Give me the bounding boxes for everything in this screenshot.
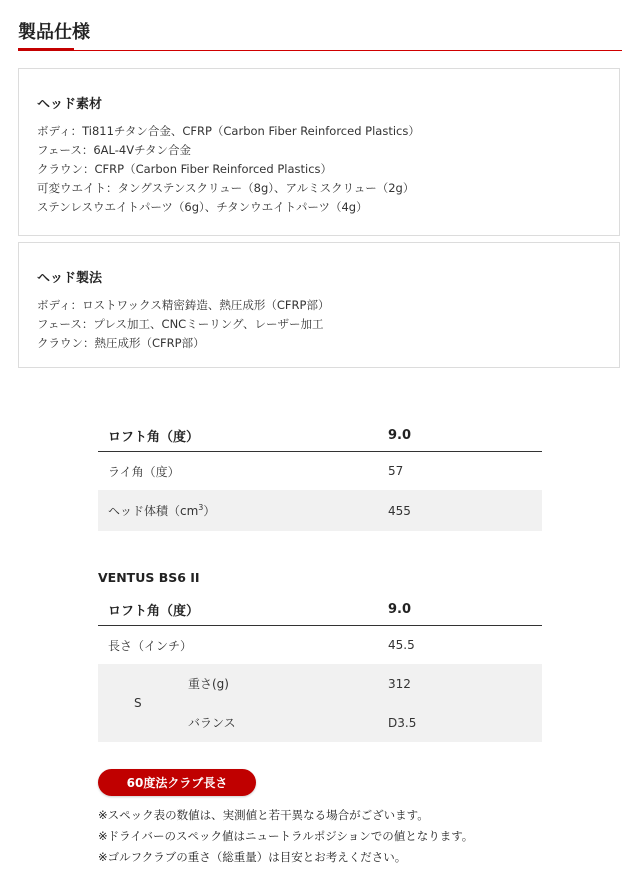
note-text: ※スペック表の数値は、実測値と若干異なる場合がございます。: [98, 808, 429, 822]
notes: [98, 805, 473, 868]
table-row: [98, 452, 542, 490]
flex-label: S: [134, 696, 142, 710]
note-text: ※ゴルフクラブの重さ（総重量）は目安とお考えください。: [98, 850, 407, 864]
head-manufacturing-heading: ヘッド製法: [37, 271, 103, 286]
volume-label-suffix: ）: [203, 504, 216, 518]
table-header-row: [98, 594, 542, 626]
loft-label: ロフト角（度）: [108, 430, 200, 445]
head-manufacturing-line: ボディ：ロストワックス精密鋳造、熱圧成形（CFRP部）: [37, 298, 330, 312]
volume-label: [98, 502, 388, 519]
loft-value: 9.0: [388, 428, 412, 443]
head-manufacturing-box: [18, 242, 620, 368]
head-material-heading: ヘッド素材: [37, 97, 103, 112]
flex-rows: [188, 664, 542, 742]
head-material-line: クラウン：CFRP（Carbon Fiber Reinforced Plastics）: [37, 162, 333, 176]
head-manufacturing-line: フェース：プレス加工、CNCミーリング、レーザー加工: [37, 317, 324, 331]
balance-label: バランス: [188, 716, 236, 730]
balance-value: D3.5: [388, 715, 417, 730]
head-material-line: ステンレスウエイトパーツ（6g）、チタンウエイトパーツ（4g）: [37, 200, 368, 214]
lie-value: 57: [388, 464, 404, 478]
table-row: [188, 664, 542, 703]
length-label: 長さ（インチ）: [108, 638, 193, 653]
title-accent-bar: [18, 48, 74, 51]
weight-value: 312: [388, 676, 411, 691]
shaft-name: VENTUS BS6 II: [98, 570, 200, 585]
shaft-spec-table: [98, 570, 542, 742]
head-material-box: [18, 68, 620, 236]
note-text: ※ドライバーのスペック値はニュートラルポジションでの値となります。: [98, 829, 474, 843]
head-material-line: フェース：6AL-4Vチタン合金: [37, 143, 191, 157]
club-length-button[interactable]: 60度法クラブ長さ: [98, 769, 256, 796]
head-material-line: ボディ：Ti811チタン合金、CFRP（Carbon Fiber Reinforced Plastics）: [37, 124, 420, 138]
table-row: [98, 626, 542, 664]
table-header-row: [98, 420, 542, 452]
head-material-line: 可変ウエイト：タングステンスクリュー（8g）、アルミスクリュー（2g）: [37, 181, 415, 195]
lie-label: ライ角（度）: [108, 464, 180, 479]
loft-label: ロフト角（度）: [108, 604, 200, 619]
volume-label-text: ヘッド体積（cm: [108, 504, 199, 518]
volume-unit-superscript: 3: [198, 503, 204, 512]
head-spec-table: [98, 420, 542, 531]
table-row: [188, 703, 542, 742]
table-row: [98, 490, 542, 531]
page-title: 製品仕様: [18, 22, 90, 43]
head-manufacturing-line: クラウン：熱圧成形（CFRP部）: [37, 336, 205, 350]
weight-label: 重さ(g): [188, 677, 229, 691]
length-value: 45.5: [388, 638, 415, 652]
flex-group: [98, 664, 542, 742]
volume-value: 455: [388, 503, 411, 518]
loft-value: 9.0: [388, 602, 412, 617]
title-divider: [18, 50, 622, 51]
